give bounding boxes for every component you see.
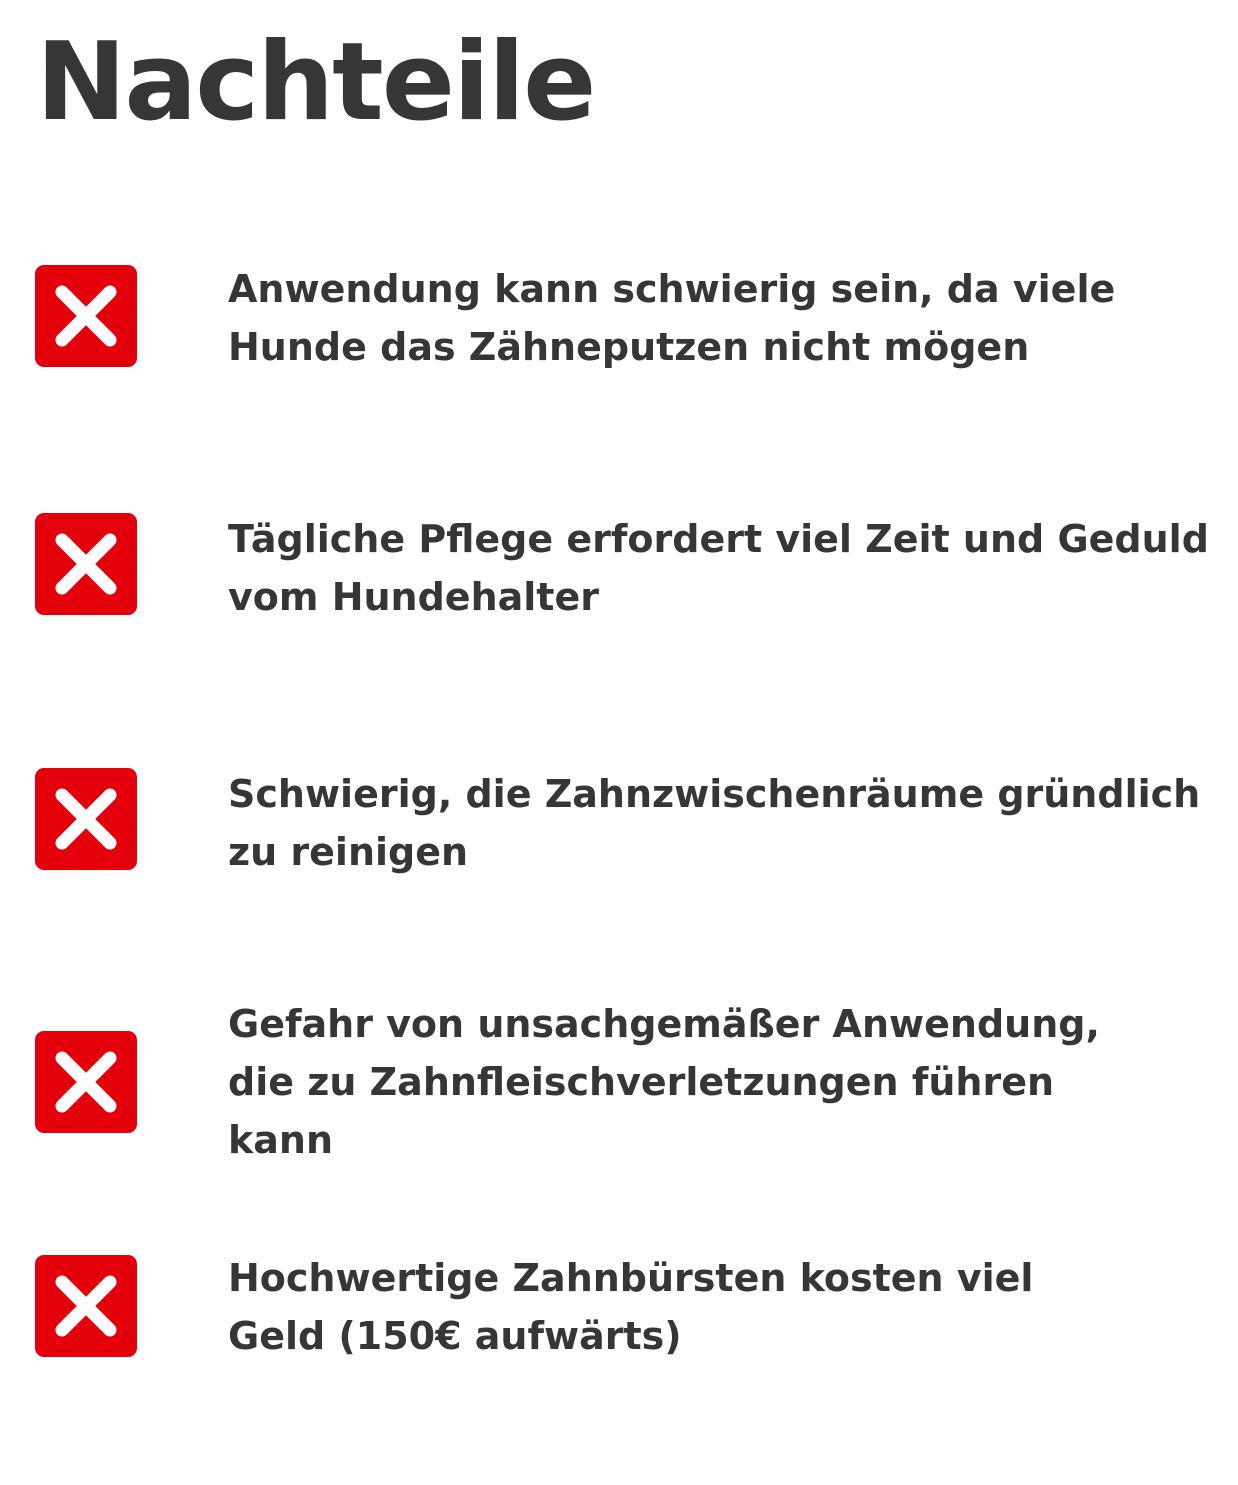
close-x-icon [35, 265, 137, 367]
con-item-text: Anwendung kann schwierig sein, da viele Hunde das Zähneputzen nicht mögen [228, 267, 1116, 369]
page-title: Nachteile [36, 20, 595, 145]
close-x-icon [35, 513, 137, 615]
con-item-text: Schwierig, die Zahnzwischenräume gründlich zu reinigen [228, 772, 1201, 874]
con-item-text: Gefahr von unsachgemäßer Anwendung, die zu Zahnfleischverletzungen führen kann [228, 1002, 1100, 1162]
close-x-icon [35, 1255, 137, 1357]
close-x-icon [35, 1031, 137, 1133]
con-item-text: Tägliche Pflege erfordert viel Zeit und Geduld vom Hundehalter [228, 517, 1209, 619]
con-item-text: Hochwertige Zahnbürsten kosten viel Geld (150€ aufwärts) [228, 1256, 1034, 1358]
close-x-icon [35, 768, 137, 870]
